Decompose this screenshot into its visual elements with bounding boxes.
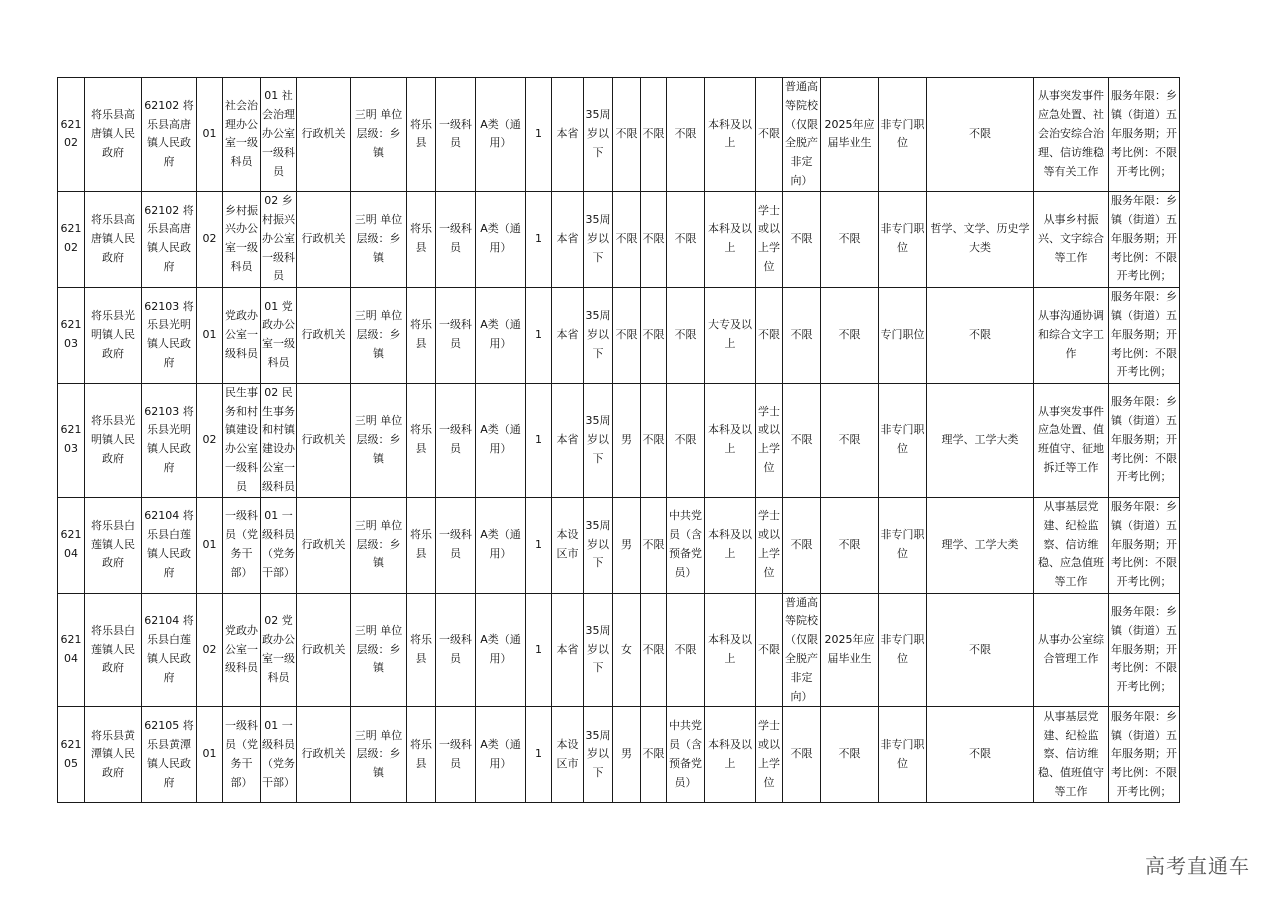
cell-major: 不限 [927, 287, 1034, 383]
cell-remark: 服务年限：乡镇（街道）五年服务期；开考比例：不限开考比例； [1109, 707, 1180, 803]
cell-unit: 将乐县黄潭镇人民政府 [85, 707, 142, 803]
cell-level: 三明 单位层级：乡镇 [351, 707, 407, 803]
cell-county: 将乐县 [407, 707, 436, 803]
cell-source: 不限 [783, 287, 821, 383]
cell-hukou: 本设区市 [552, 497, 584, 593]
cell-degree: 学士或以上学位 [756, 497, 783, 593]
cell-professional: 非专门职位 [879, 707, 927, 803]
cell-level: 三明 单位层级：乡镇 [351, 497, 407, 593]
cell-remark: 服务年限：乡镇（街道）五年服务期；开考比例：不限开考比例； [1109, 287, 1180, 383]
cell-professional: 非专门职位 [879, 191, 927, 287]
table-row [58, 707, 1180, 803]
cell-source: 不限 [783, 707, 821, 803]
cell-education: 本科及以上 [705, 191, 756, 287]
cell-gender: 男 [613, 707, 641, 803]
cell-ethnic: 不限 [641, 287, 667, 383]
cell-politics: 不限 [667, 191, 705, 287]
watermark: 高考直通车 [1145, 854, 1250, 878]
cell-pos-no: 01 [197, 497, 223, 593]
cell-remark: 服务年限：乡镇（街道）五年服务期；开考比例：不限开考比例； [1109, 383, 1180, 497]
cell-unit: 将乐县高唐镇人民政府 [85, 78, 142, 192]
cell-degree: 不限 [756, 78, 783, 192]
cell-ethnic: 不限 [641, 707, 667, 803]
cell-level: 三明 单位层级：乡镇 [351, 287, 407, 383]
cell-pos-code: 01 社会治理办公室一级科员 [261, 78, 297, 192]
cell-code: 62105 [58, 707, 85, 803]
cell-code: 62102 [58, 78, 85, 192]
cell-hukou: 本省 [552, 593, 584, 707]
cell-education: 本科及以上 [705, 78, 756, 192]
cell-gender: 男 [613, 383, 641, 497]
cell-exam: A类（通用） [476, 497, 526, 593]
cell-count: 1 [526, 287, 552, 383]
cell-duty: 从事基层党建、纪检监察、信访维稳、应急值班等工作 [1034, 497, 1109, 593]
cell-grad: 不限 [821, 383, 879, 497]
cell-pos-name: 党政办公室一级科员 [223, 593, 261, 707]
cell-source: 不限 [783, 191, 821, 287]
cell-pos-name: 社会治理办公室一级科员 [223, 78, 261, 192]
cell-degree: 学士或以上学位 [756, 383, 783, 497]
cell-exam: A类（通用） [476, 191, 526, 287]
cell-source: 不限 [783, 383, 821, 497]
cell-major: 不限 [927, 593, 1034, 707]
cell-age: 35周岁以下 [584, 191, 613, 287]
cell-level: 三明 单位层级：乡镇 [351, 191, 407, 287]
cell-rank: 一级科员 [436, 707, 476, 803]
cell-professional: 非专门职位 [879, 593, 927, 707]
table-row [58, 287, 1180, 383]
cell-grad: 不限 [821, 497, 879, 593]
cell-exam: A类（通用） [476, 78, 526, 192]
cell-degree: 学士或以上学位 [756, 191, 783, 287]
cell-rank: 一级科员 [436, 78, 476, 192]
cell-ethnic: 不限 [641, 383, 667, 497]
cell-ethnic: 不限 [641, 191, 667, 287]
cell-rank: 一级科员 [436, 383, 476, 497]
cell-education: 本科及以上 [705, 383, 756, 497]
cell-politics: 中共党员（含预备党员） [667, 707, 705, 803]
cell-count: 1 [526, 78, 552, 192]
table-row [58, 78, 1180, 192]
cell-gender: 男 [613, 497, 641, 593]
cell-dept: 62104 将乐县白莲镇人民政府 [142, 497, 197, 593]
cell-education: 本科及以上 [705, 593, 756, 707]
cell-dept: 62103 将乐县光明镇人民政府 [142, 383, 197, 497]
cell-dept: 62104 将乐县白莲镇人民政府 [142, 593, 197, 707]
cell-count: 1 [526, 383, 552, 497]
cell-major: 不限 [927, 78, 1034, 192]
cell-ethnic: 不限 [641, 78, 667, 192]
cell-code: 62102 [58, 191, 85, 287]
cell-age: 35周岁以下 [584, 383, 613, 497]
cell-exam: A类（通用） [476, 287, 526, 383]
cell-duty: 从事基层党建、纪检监察、信访维稳、值班值守等工作 [1034, 707, 1109, 803]
cell-gender: 不限 [613, 78, 641, 192]
cell-duty: 从事突发事件应急处置、值班值守、征地拆迁等工作 [1034, 383, 1109, 497]
cell-hukou: 本省 [552, 191, 584, 287]
cell-pos-no: 01 [197, 287, 223, 383]
cell-ethnic: 不限 [641, 497, 667, 593]
table-row [58, 497, 1180, 593]
cell-level: 三明 单位层级：乡镇 [351, 593, 407, 707]
cell-unit: 将乐县白莲镇人民政府 [85, 497, 142, 593]
cell-source: 普通高等院校（仅限全脱产非定向） [783, 593, 821, 707]
cell-professional: 非专门职位 [879, 383, 927, 497]
cell-ethnic: 不限 [641, 593, 667, 707]
cell-remark: 服务年限：乡镇（街道）五年服务期；开考比例：不限开考比例； [1109, 78, 1180, 192]
cell-rank: 一级科员 [436, 191, 476, 287]
cell-remark: 服务年限：乡镇（街道）五年服务期；开考比例：不限开考比例； [1109, 191, 1180, 287]
cell-exam: A类（通用） [476, 707, 526, 803]
cell-unit: 将乐县白莲镇人民政府 [85, 593, 142, 707]
cell-unit-type: 行政机关 [297, 497, 351, 593]
cell-gender: 不限 [613, 287, 641, 383]
cell-hukou: 本省 [552, 287, 584, 383]
cell-pos-name: 乡村振兴办公室一级科员 [223, 191, 261, 287]
cell-count: 1 [526, 593, 552, 707]
cell-hukou: 本省 [552, 78, 584, 192]
cell-count: 1 [526, 497, 552, 593]
cell-major: 不限 [927, 707, 1034, 803]
cell-unit-type: 行政机关 [297, 383, 351, 497]
cell-professional: 非专门职位 [879, 497, 927, 593]
cell-pos-code: 01 党政办公室一级科员 [261, 287, 297, 383]
cell-professional: 专门职位 [879, 287, 927, 383]
cell-rank: 一级科员 [436, 593, 476, 707]
cell-gender: 不限 [613, 191, 641, 287]
cell-grad: 2025年应届毕业生 [821, 593, 879, 707]
cell-politics: 不限 [667, 593, 705, 707]
cell-age: 35周岁以下 [584, 287, 613, 383]
cell-duty: 从事沟通协调和综合文字工作 [1034, 287, 1109, 383]
cell-county: 将乐县 [407, 497, 436, 593]
cell-level: 三明 单位层级：乡镇 [351, 383, 407, 497]
cell-pos-code: 02 民生事务和村镇建设办公室一级科员 [261, 383, 297, 497]
cell-politics: 不限 [667, 78, 705, 192]
cell-education: 大专及以上 [705, 287, 756, 383]
cell-exam: A类（通用） [476, 383, 526, 497]
cell-pos-no: 01 [197, 78, 223, 192]
cell-county: 将乐县 [407, 78, 436, 192]
cell-major: 理学、工学大类 [927, 383, 1034, 497]
cell-pos-no: 02 [197, 383, 223, 497]
cell-count: 1 [526, 191, 552, 287]
cell-gender: 女 [613, 593, 641, 707]
cell-code: 62104 [58, 593, 85, 707]
cell-unit: 将乐县光明镇人民政府 [85, 383, 142, 497]
cell-county: 将乐县 [407, 287, 436, 383]
cell-age: 35周岁以下 [584, 707, 613, 803]
cell-dept: 62102 将乐县高唐镇人民政府 [142, 78, 197, 192]
cell-pos-code: 01 一级科员（党务干部） [261, 707, 297, 803]
cell-major: 哲学、文学、历史学大类 [927, 191, 1034, 287]
cell-dept: 62102 将乐县高唐镇人民政府 [142, 191, 197, 287]
cell-politics: 不限 [667, 383, 705, 497]
cell-professional: 非专门职位 [879, 78, 927, 192]
cell-county: 将乐县 [407, 383, 436, 497]
table-row [58, 593, 1180, 707]
cell-remark: 服务年限：乡镇（街道）五年服务期；开考比例：不限开考比例； [1109, 497, 1180, 593]
cell-remark: 服务年限：乡镇（街道）五年服务期；开考比例：不限开考比例； [1109, 593, 1180, 707]
cell-education: 本科及以上 [705, 497, 756, 593]
cell-unit: 将乐县光明镇人民政府 [85, 287, 142, 383]
table-row [58, 383, 1180, 497]
cell-age: 35周岁以下 [584, 78, 613, 192]
cell-politics: 不限 [667, 287, 705, 383]
cell-pos-no: 02 [197, 593, 223, 707]
cell-grad: 不限 [821, 707, 879, 803]
cell-pos-name: 一级科员（党务干部） [223, 497, 261, 593]
cell-major: 理学、工学大类 [927, 497, 1034, 593]
cell-age: 35周岁以下 [584, 593, 613, 707]
cell-degree: 不限 [756, 593, 783, 707]
cell-pos-no: 01 [197, 707, 223, 803]
cell-code: 62104 [58, 497, 85, 593]
cell-exam: A类（通用） [476, 593, 526, 707]
table-row [58, 191, 1180, 287]
cell-code: 62103 [58, 383, 85, 497]
cell-pos-name: 一级科员（党务干部） [223, 707, 261, 803]
cell-county: 将乐县 [407, 593, 436, 707]
cell-pos-code: 02 党政办公室一级科员 [261, 593, 297, 707]
cell-unit-type: 行政机关 [297, 287, 351, 383]
cell-degree: 不限 [756, 287, 783, 383]
cell-rank: 一级科员 [436, 497, 476, 593]
cell-source: 普通高等院校（仅限全脱产非定向） [783, 78, 821, 192]
cell-pos-no: 02 [197, 191, 223, 287]
cell-age: 35周岁以下 [584, 497, 613, 593]
cell-duty: 从事乡村振兴、文字综合等工作 [1034, 191, 1109, 287]
cell-dept: 62105 将乐县黄潭镇人民政府 [142, 707, 197, 803]
cell-degree: 学士或以上学位 [756, 707, 783, 803]
cell-grad: 不限 [821, 287, 879, 383]
cell-count: 1 [526, 707, 552, 803]
cell-unit-type: 行政机关 [297, 707, 351, 803]
cell-pos-name: 民生事务和村镇建设办公室一级科员 [223, 383, 261, 497]
cell-code: 62103 [58, 287, 85, 383]
cell-duty: 从事办公室综合管理工作 [1034, 593, 1109, 707]
cell-source: 不限 [783, 497, 821, 593]
cell-hukou: 本省 [552, 383, 584, 497]
cell-unit: 将乐县高唐镇人民政府 [85, 191, 142, 287]
cell-rank: 一级科员 [436, 287, 476, 383]
cell-duty: 从事突发事件应急处置、社会治安综合治理、信访维稳等有关工作 [1034, 78, 1109, 192]
cell-pos-name: 党政办公室一级科员 [223, 287, 261, 383]
cell-grad: 2025年应届毕业生 [821, 78, 879, 192]
cell-politics: 中共党员（含预备党员） [667, 497, 705, 593]
cell-grad: 不限 [821, 191, 879, 287]
cell-pos-code: 02 乡村振兴办公室一级科员 [261, 191, 297, 287]
cell-unit-type: 行政机关 [297, 191, 351, 287]
cell-unit-type: 行政机关 [297, 78, 351, 192]
cell-dept: 62103 将乐县光明镇人民政府 [142, 287, 197, 383]
cell-hukou: 本设区市 [552, 707, 584, 803]
cell-level: 三明 单位层级：乡镇 [351, 78, 407, 192]
cell-unit-type: 行政机关 [297, 593, 351, 707]
cell-county: 将乐县 [407, 191, 436, 287]
cell-pos-code: 01 一级科员（党务干部） [261, 497, 297, 593]
recruitment-table [57, 77, 1180, 803]
cell-education: 本科及以上 [705, 707, 756, 803]
